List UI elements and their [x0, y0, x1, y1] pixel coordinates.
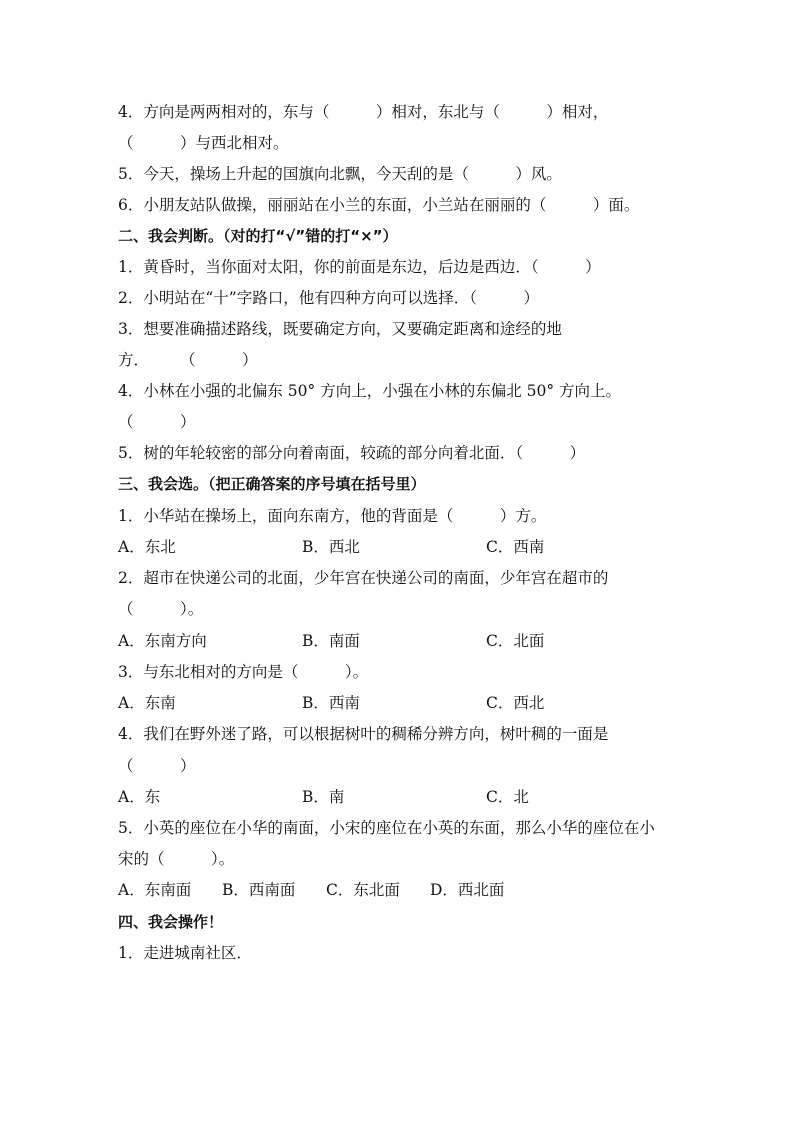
- option-3-5-c: C．东北面: [326, 881, 400, 899]
- question-2-4-line1: 4．小林在小强的北偏东 50° 方向上，小强在小林的东偏北 50° 方向上。: [118, 382, 622, 400]
- question-3-5-line2: 宋的（ ）。: [118, 850, 235, 868]
- question-3-2-line2: （ ）。: [118, 600, 204, 618]
- option-3-2-a: A．东南方向: [118, 632, 207, 650]
- option-3-3-a: A．东南: [118, 694, 176, 712]
- option-3-1-a: A．东北: [118, 538, 176, 556]
- question-1-4-line1: 4．方向是两两相对的，东与（ ）相对，东北与（ ）相对，: [118, 103, 609, 121]
- section-3-title: 三、我会选。（把正确答案的序号填在括号里）: [118, 475, 426, 493]
- option-3-5-d: D．西北面: [430, 881, 505, 899]
- question-2-3-line1: 3．想要准确描述路线，既要确定方向，又要确定距离和途经的地: [118, 320, 562, 338]
- question-2-3-line2: 方． （ ）: [118, 351, 258, 369]
- option-3-4-c: C．北: [486, 788, 529, 806]
- option-3-4-a: A．东: [118, 788, 161, 806]
- option-3-1-b: B．西北: [302, 538, 360, 556]
- question-1-6: 6．小朋友站队做操，丽丽站在小兰的东面，小兰站在丽丽的（ ）面。: [118, 196, 640, 214]
- question-1-5: 5．今天，操场上升起的国旗向北飘，今天刮的是（ ）风。: [118, 165, 562, 183]
- question-1-4-line2: （ ）与西北相对。: [118, 134, 289, 152]
- question-3-3: 3．与东北相对的方向是（ ）。: [118, 663, 369, 681]
- section-4-title: 四、我会操作！: [118, 913, 224, 931]
- question-2-1: 1．黄昏时，当你面对太阳，你的前面是东边，后边是西边．（ ）: [118, 258, 601, 276]
- question-2-2: 2．小明站在“十”字路口，他有四种方向可以选择．（ ）: [118, 289, 539, 307]
- option-3-5-a: A．东南面: [118, 881, 192, 899]
- option-3-5-b: B．西南面: [222, 881, 296, 899]
- question-3-1: 1．小华站在操场上，面向东南方，他的背面是（ ）方。: [118, 507, 547, 525]
- option-3-3-c: C．西北: [486, 694, 545, 712]
- question-3-2-line1: 2．超市在快递公司的北面，少年宫在快递公司的南面，少年宫在超市的: [118, 569, 609, 587]
- option-3-4-b: B．南: [302, 788, 345, 806]
- question-2-4-line2: （ ）: [118, 413, 196, 431]
- question-3-5-line1: 5．小英的座位在小华的南面，小宋的座位在小英的东面，那么小华的座位在小: [118, 819, 655, 837]
- question-2-5: 5．树的年轮较密的部分向着南面，较疏的部分向着北面．（ ）: [118, 444, 586, 462]
- section-2-title: 二、我会判断。（对的打“√”错的打“×”）: [118, 227, 398, 245]
- option-3-2-c: C．北面: [486, 632, 545, 650]
- question-3-4-line1: 4．我们在野外迷了路，可以根据树叶的稠稀分辨方向，树叶稠的一面是: [118, 725, 609, 743]
- option-3-1-c: C．西南: [486, 538, 545, 556]
- question-4-1: 1．走进城南社区．: [118, 944, 252, 962]
- option-3-2-b: B．南面: [302, 632, 360, 650]
- question-3-4-line2: （ ）: [118, 757, 196, 775]
- option-3-3-b: B．西南: [302, 694, 360, 712]
